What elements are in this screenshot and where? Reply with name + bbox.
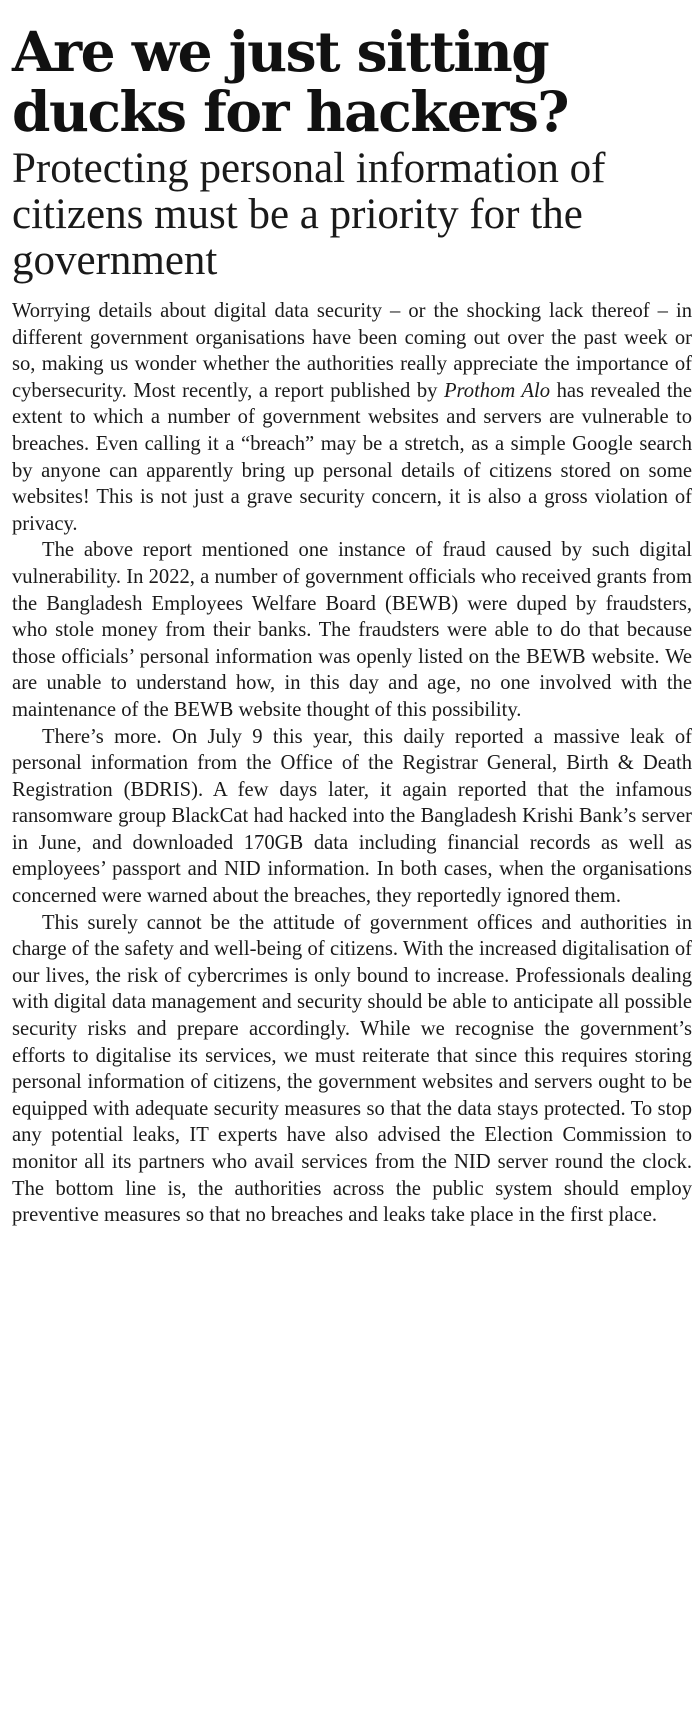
paragraph-1 <box>12 298 692 537</box>
headline: Are we just sitting ducks for hackers? <box>12 19 569 144</box>
publication-name: Prothom Alo <box>443 379 551 402</box>
article-body <box>12 298 692 1229</box>
paragraph-1-text-end: has revealed the extent to which a number of government websites and servers are vulnerable to breaches. Even calling it a “breach” may be a stretch, as a simple Google search by anyone can apparently bring up personal details of citizens stored on some websites! This is not just a grave security concern, it is also a gross violation of privacy. <box>12 379 692 535</box>
paragraph-1-text-start: Worrying details about digital data security – or the shocking lack thereof – in different government organisations have been coming out over the past week or so, making us wonder whether the authorities really appreciate the importance of cybersecurity. Most recently, a report published by <box>12 300 692 402</box>
subheadline: Protecting personal information of citizens must be a priority for the government <box>12 145 606 284</box>
paragraph-3: There’s more. On July 9 this year, this daily reported a massive leak of personal information from the Office of the Registrar General, Birth & Death Registration (BDRIS). A few days later, it again reported that the infamous ransomware group BlackCat had hacked into the Bangladesh Krishi Bank’s server in June, and downloaded 170GB data including financial records as well as employees’ passport and NID information. In both cases, when the organisations concerned were warned about the breaches, they reportedly ignored them. <box>12 725 692 908</box>
editorial-article <box>12 0 692 1229</box>
paragraph-4: This surely cannot be the attitude of government offices and authorities in charge of the safety and well-being of citizens. With the increased digitalisation of our lives, the risk of cybercrimes is only bound to increase. Professionals dealing with digital data management and security should be able to anticipate all possible security risks and prepare accordingly. While we recognise the government’s efforts to digitalise its services, we must reiterate that since this requires storing personal information of citizens, the government websites and servers ought to be equipped with adequate security measures so that the data stays protected. To stop any potential leaks, IT experts have also advised the Election Commission to monitor all its partners who avail services from the NID server round the clock. The bottom line is, the authorities across the public system should employ preventive measures so that no breaches and leaks take place in the first place. <box>12 911 692 1227</box>
paragraph-2: The above report mentioned one instance of fraud caused by such digital vulnerability. In 2022, a number of government officials who received grants from the Bangladesh Employees Welfare Board (BEWB) were duped by fraudsters, who stole money from their banks. The fraudsters were able to do that because those officials’ personal information was openly listed on the BEWB website. We are unable to understand how, in this day and age, no one involved with the maintenance of the BEWB website thought of this possibility. <box>12 539 692 721</box>
